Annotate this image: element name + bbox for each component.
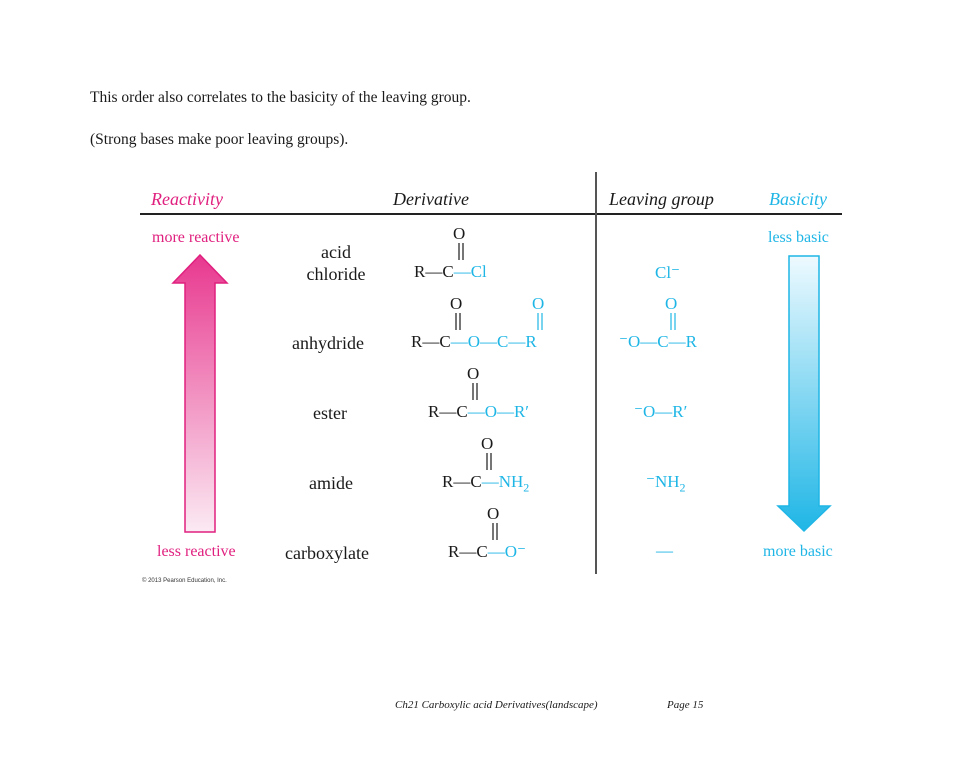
bond: — (668, 332, 686, 351)
double-bond-icon (469, 383, 481, 401)
copyright-note: © 2013 Pearson Education, Inc. (142, 578, 227, 584)
column-divider (595, 172, 597, 574)
bond: — (508, 332, 526, 351)
bond: — (439, 402, 457, 421)
carbonyl-oxygen: O (487, 504, 500, 523)
header-derivative: Derivative (393, 189, 469, 209)
row-label-acid: acid (321, 242, 351, 262)
leaving-group-none: — (656, 541, 673, 560)
r-group: R (448, 542, 460, 561)
chlorine: Cl (470, 262, 487, 281)
carbon: C (442, 262, 454, 281)
header-leaving-group: Leaving group (609, 189, 714, 209)
oxide-anion: O⁻ (504, 542, 526, 561)
carbonyl-oxygen: O (665, 294, 678, 313)
carbon: C (657, 332, 669, 351)
double-bond-icon (452, 313, 464, 331)
r-prime-group: R′ (513, 402, 530, 421)
r-group: R (442, 472, 454, 491)
amino-group: NH (498, 472, 524, 491)
reactivity-bottom-label: less reactive (157, 543, 236, 560)
bond: — (496, 402, 514, 421)
bond: — (479, 332, 497, 351)
row-label-amide: amide (309, 473, 353, 493)
reactivity-top-label: more reactive (152, 229, 240, 246)
row-label-chloride: chloride (306, 264, 366, 284)
bond: — (425, 262, 443, 281)
carbonyl-oxygen: O (481, 434, 494, 453)
subscript: 2 (679, 480, 686, 495)
double-bond-icon (534, 313, 546, 331)
row-label-acid-chloride (296, 241, 376, 285)
basicity-arrow-icon (775, 254, 833, 534)
header-reactivity: Reactivity (151, 189, 223, 209)
row-label-carboxylate: carboxylate (285, 543, 369, 563)
oxide-anion: ⁻O (619, 332, 641, 351)
intro-line-2: (Strong bases make poor leaving groups). (90, 131, 349, 148)
leaving-group-chloride: Cl⁻ (655, 263, 681, 282)
bond: — (422, 332, 440, 351)
bond: — (459, 542, 477, 561)
double-bond-icon (483, 453, 495, 471)
oxygen: O (484, 402, 497, 421)
amide-anion: ⁻NH (646, 472, 680, 491)
carbonyl-oxygen: O (532, 294, 545, 313)
r-group: R (685, 332, 697, 351)
carbon: C (439, 332, 451, 351)
bond: — (453, 262, 471, 281)
r-group: R (414, 262, 426, 281)
bond: — (481, 472, 499, 491)
basicity-top-label: less basic (768, 229, 829, 246)
double-bond-icon (489, 523, 501, 541)
header-basicity: Basicity (769, 189, 827, 209)
bond: — (450, 332, 468, 351)
carbon: C (470, 472, 482, 491)
r-group: R (525, 332, 537, 351)
footer-title: Ch21 Carboxylic acid Derivatives(landscape) (395, 699, 598, 711)
carbonyl-oxygen: O (450, 294, 463, 313)
basicity-bottom-label: more basic (763, 543, 833, 560)
carbon: C (496, 332, 509, 351)
carbonyl-oxygen: O (453, 224, 466, 243)
header-rule (140, 213, 842, 215)
reactivity-arrow-icon (170, 252, 230, 536)
leaving-group-alkoxide: ⁻O—R′ (634, 402, 688, 421)
r-group: R (411, 332, 423, 351)
row-label-anhydride: anhydride (292, 333, 364, 353)
leaving-group-amide-anion (646, 472, 686, 495)
row-label-ester: ester (313, 403, 347, 423)
r-group: R (428, 402, 440, 421)
carbon: C (476, 542, 488, 561)
bond: — (467, 402, 485, 421)
footer-page-number: Page 15 (667, 699, 704, 711)
carbon: C (456, 402, 468, 421)
intro-line-1: This order also correlates to the basicity of the leaving group. (90, 89, 471, 106)
subscript: 2 (523, 480, 530, 495)
double-bond-icon (667, 313, 679, 331)
oxygen: O (467, 332, 480, 351)
bond: — (453, 472, 471, 491)
double-bond-icon (455, 243, 467, 261)
carbonyl-oxygen: O (467, 364, 480, 383)
bond: — (640, 332, 658, 351)
bond: — (487, 542, 505, 561)
